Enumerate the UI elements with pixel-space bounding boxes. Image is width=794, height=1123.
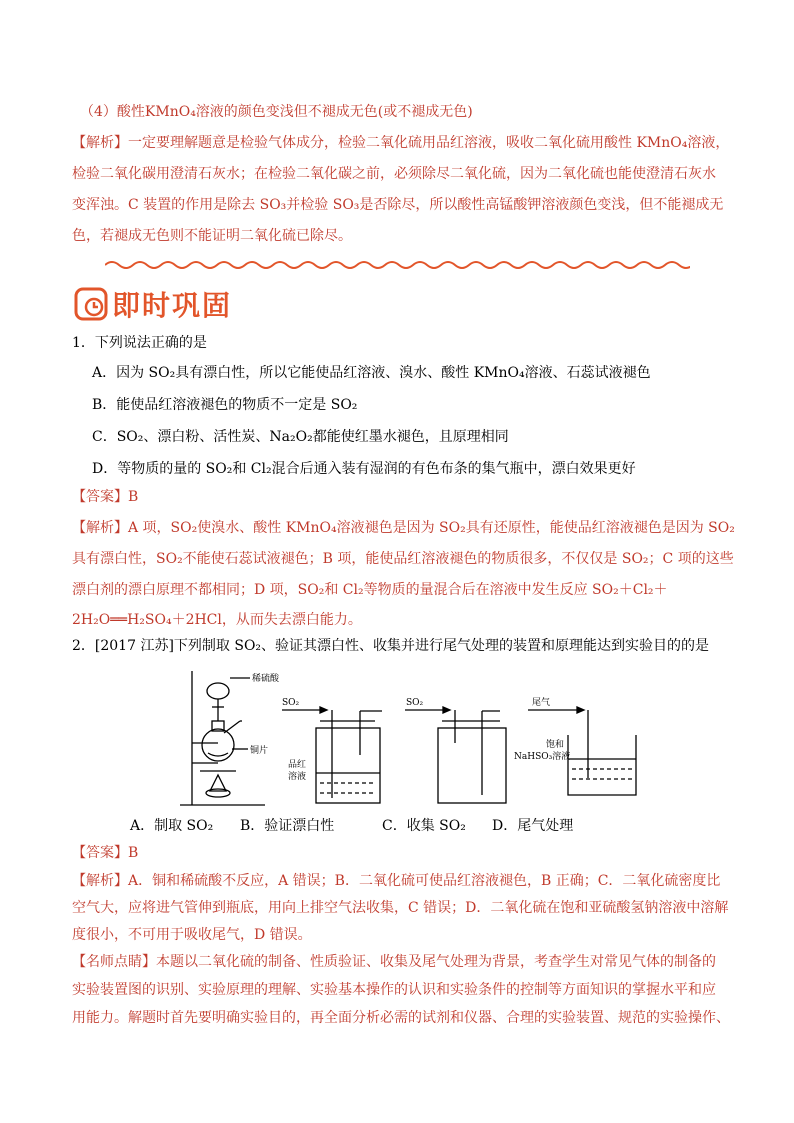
q2-tips-line-3: 用能力。解题时首先要明确实验目的，再全面分析必需的试剂和仪器、合理的实验装置、规范的实验操作、	[72, 1010, 730, 1026]
analysis-tag: 【解析】	[72, 873, 128, 889]
answer-4: （4）酸性KMnO₄溶液的颜色变浅但不褪成无色(或不褪成无色)	[80, 104, 473, 120]
analysis-text: A 项，SO₂使溴水、酸性 KMnO₄溶液褪色是因为 SO₂具有还原性，能使品红溶液褪色是因为 SO₂	[128, 520, 735, 536]
caption-c: C．收集 SO₂	[382, 818, 466, 834]
q2-analysis-line-1	[72, 871, 722, 891]
analysis-tag: 【解析】	[72, 520, 128, 536]
apparatus-b	[282, 707, 382, 803]
label-tail: 尾气	[532, 698, 551, 708]
label-saturated: 饱和	[546, 740, 565, 750]
analysis-tag: 【解析】	[72, 135, 128, 151]
answer-tag: 【答案】	[72, 489, 128, 505]
prev-analysis-line-4: 色，若褪成无色则不能证明二氧化硫已除尽。	[72, 228, 352, 244]
answer-value: B	[128, 489, 139, 505]
label-solution: 溶液	[288, 772, 307, 782]
q1-analysis-line-4: 2H₂O══H₂SO₄＋2HCl，从而失去漂白能力。	[72, 612, 362, 628]
label-pinhong: 品红	[288, 760, 307, 770]
q2-analysis-line-3: 度很小，不可用于吸收尾气，D 错误。	[72, 927, 312, 943]
label-copper: 铜片	[250, 746, 269, 756]
q2-tips-line-1	[72, 952, 722, 972]
tips-tag: 【名师点睛】	[72, 954, 156, 970]
analysis-text: A．铜和稀硫酸不反应，A 错误；B．二氧化硫可使品红溶液褪色，B 正确；C．二氧化硫密度比	[128, 873, 721, 889]
section-heading	[74, 286, 232, 322]
q1-option-c: C．SO₂、漂白粉、活性炭、Na₂O₂都能使红墨水褪色，且原理相同	[92, 429, 509, 445]
prev-analysis-line-2: 检验二氧化碳用澄清石灰水；在检验二氧化碳之前，必须除尽二氧化硫，因为二氧化硫也能使澄清石灰水	[72, 166, 716, 182]
figure-captions	[130, 815, 690, 835]
q1-option-a: A．因为 SO₂具有漂白性，所以它能使品红溶液、溴水、酸性 KMnO₄溶液、石蕊试液褪色	[92, 365, 651, 381]
label-so2-c: SO₂	[406, 698, 424, 708]
label-so2-b: SO₂	[282, 698, 300, 708]
q2-analysis-line-2: 空气大，应将进气管伸到瓶底，用向上排空气法收集，C 错误；D．二氧化硫在饱和亚硫酸氢钠溶液中溶解	[72, 900, 729, 916]
q1-answer	[72, 487, 722, 507]
apparatus-d	[528, 707, 636, 795]
answer-tag: 【答案】	[72, 845, 128, 861]
wavy-divider	[105, 258, 690, 272]
apparatus-a	[180, 671, 265, 805]
prev-analysis-line-3: 变浑浊。C 装置的作用是除去 SO₃并检验 SO₃是否除尽，所以酸性高锰酸钾溶液颜色变浅，但不能褪成无	[72, 197, 724, 213]
label-acid: 稀硫酸	[252, 674, 280, 684]
prev-analysis-line-1	[72, 133, 730, 153]
section-title: 即时巩固	[112, 289, 233, 322]
caption-b: B．验证漂白性	[240, 818, 335, 834]
q1-analysis-line-1	[72, 518, 735, 538]
clock-icon	[74, 287, 108, 321]
apparatus-figure	[170, 663, 640, 813]
q1-option-d: D．等物质的量的 SO₂和 Cl₂混合后通入装有湿润的有色布条的集气瓶中，漂白效果更好	[92, 461, 636, 477]
caption-a: A．制取 SO₂	[130, 818, 214, 834]
q1-stem: 1．下列说法正确的是	[72, 335, 207, 351]
q1-option-b: B．能使品红溶液褪色的物质不一定是 SO₂	[92, 397, 358, 413]
q2-stem: 2．[2017 江苏]下列制取 SO₂、验证其漂白性、收集并进行尾气处理的装置和原理能达到实验目的的是	[72, 638, 710, 654]
q2-answer	[72, 843, 722, 863]
analysis-text: 一定要理解题意是检验气体成分，检验二氧化硫用品红溶液，吸收二氧化硫用酸性 KMnO₄溶液，	[128, 135, 730, 151]
q1-analysis-line-2: 具有漂白性，SO₂不能使石蕊试液褪色；B 项，能使品红溶液褪色的物质很多，不仅仅是 SO₂；C 项的这些	[72, 551, 734, 567]
answer-value: B	[128, 845, 139, 861]
q1-analysis-line-3: 漂白剂的漂白原理不都相同；D 项，SO₂和 Cl₂等物质的量混合后在溶液中发生反应 SO₂＋Cl₂＋	[72, 582, 668, 598]
q2-tips-line-2: 实验装置图的识别、实验原理的理解、实验基本操作的认识和实验条件的控制等方面知识的掌握水平和应	[72, 982, 716, 998]
caption-d: D．尾气处理	[492, 818, 574, 834]
apparatus-c	[405, 707, 506, 803]
tips-text: 本题以二氧化硫的制备、性质验证、收集及尾气处理为背景，考查学生对常见气体的制备的	[156, 954, 716, 970]
label-nahso3: NaHSO₃溶液	[514, 752, 571, 762]
